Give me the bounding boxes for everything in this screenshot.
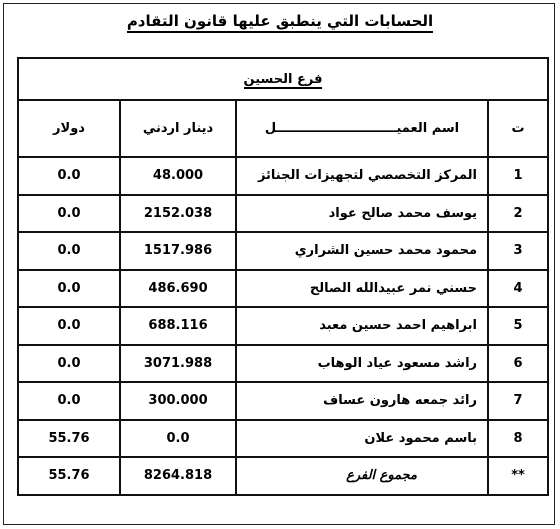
table-row bbox=[18, 345, 548, 383]
row-usd: 0.0 bbox=[18, 195, 120, 233]
row-index: 2 bbox=[488, 195, 548, 233]
row-index: 1 bbox=[488, 157, 548, 195]
row-jod: 300.000 bbox=[120, 382, 236, 420]
row-jod: 1517.986 bbox=[120, 232, 236, 270]
table-row bbox=[18, 307, 548, 345]
branch-title bbox=[18, 58, 548, 100]
row-name: يوسف محمد صالح عواد bbox=[236, 195, 488, 233]
total-row bbox=[18, 457, 548, 495]
row-name: راشد مسعود عياد الوهاب bbox=[236, 345, 488, 383]
total-name: مجموع الفرع bbox=[236, 457, 488, 495]
row-name: المركز التخصصي لتجهيزات الجنائز bbox=[236, 157, 488, 195]
header-name: اسم العميـــــــــــــــــــــــــــل bbox=[236, 100, 488, 157]
row-usd: 0.0 bbox=[18, 382, 120, 420]
row-usd: 55.76 bbox=[18, 420, 120, 458]
header-row bbox=[18, 100, 548, 157]
header-usd: دولار bbox=[18, 100, 120, 157]
total-jod: 8264.818 bbox=[120, 457, 236, 495]
table-row bbox=[18, 195, 548, 233]
row-index: 6 bbox=[488, 345, 548, 383]
row-jod: 688.116 bbox=[120, 307, 236, 345]
row-jod: 0.0 bbox=[120, 420, 236, 458]
row-jod: 48.000 bbox=[120, 157, 236, 195]
row-name: باسم محمود علان bbox=[236, 420, 488, 458]
row-name: حسني نمر عبيدالله الصالح bbox=[236, 270, 488, 308]
row-usd: 0.0 bbox=[18, 345, 120, 383]
table-row bbox=[18, 157, 548, 195]
document-title bbox=[0, 12, 560, 30]
table-row bbox=[18, 270, 548, 308]
row-usd: 0.0 bbox=[18, 270, 120, 308]
row-name: ابراهيم احمد حسين معبد bbox=[236, 307, 488, 345]
row-usd: 0.0 bbox=[18, 307, 120, 345]
rows-body bbox=[18, 157, 548, 457]
row-usd: 0.0 bbox=[18, 157, 120, 195]
branch-title-text: فرع الحسين bbox=[243, 71, 323, 87]
row-index: 8 bbox=[488, 420, 548, 458]
header-index: ت bbox=[488, 100, 548, 157]
row-jod: 2152.038 bbox=[120, 195, 236, 233]
row-index: 3 bbox=[488, 232, 548, 270]
table-row bbox=[18, 420, 548, 458]
total-usd: 55.76 bbox=[18, 457, 120, 495]
branch-row bbox=[18, 58, 548, 100]
total-index: ** bbox=[488, 457, 548, 495]
table-row bbox=[18, 232, 548, 270]
row-index: 7 bbox=[488, 382, 548, 420]
accounts-table bbox=[17, 57, 549, 496]
header-jod: دينار اردني bbox=[120, 100, 236, 157]
row-index: 5 bbox=[488, 307, 548, 345]
row-jod: 3071.988 bbox=[120, 345, 236, 383]
document-title-text: الحسابات التي ينطبق عليها قانون التقادم bbox=[127, 12, 433, 33]
row-name: رائد جمعه هارون عساف bbox=[236, 382, 488, 420]
row-name: محمود محمد حسين الشراري bbox=[236, 232, 488, 270]
row-jod: 486.690 bbox=[120, 270, 236, 308]
row-index: 4 bbox=[488, 270, 548, 308]
table-row bbox=[18, 382, 548, 420]
row-usd: 0.0 bbox=[18, 232, 120, 270]
